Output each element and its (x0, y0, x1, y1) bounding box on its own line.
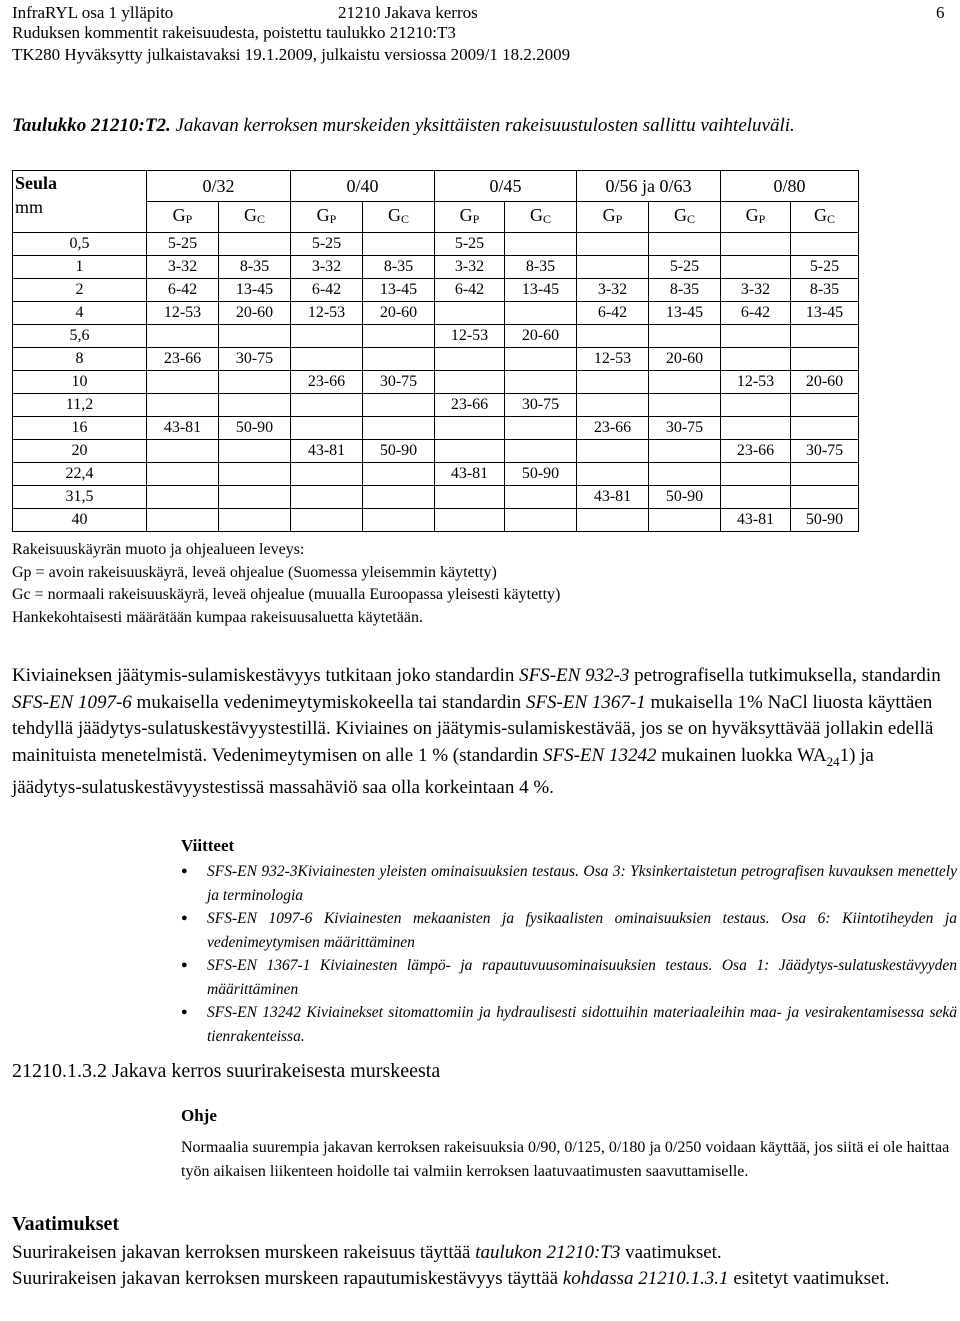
grading-cell: 12-53 (577, 348, 649, 371)
grading-cell: 6-42 (721, 302, 791, 325)
grading-cell (649, 509, 721, 532)
table-row (13, 463, 859, 486)
table-caption-number: Taulukko 21210:T2. (12, 115, 171, 136)
grading-cell (219, 233, 291, 256)
grading-cell (219, 325, 291, 348)
note-line: Gp = avoin rakeisuuskäyrä, leveä ohjealue (Suomessa yleisemmin käytetty) (12, 563, 497, 581)
curve-header-gp: GP (435, 202, 505, 233)
grading-cell: 6-42 (291, 279, 363, 302)
curve-header-gc: GC (649, 202, 721, 233)
grading-cell (791, 348, 859, 371)
grading-cell: 50-90 (505, 463, 577, 486)
grading-cell (721, 394, 791, 417)
reference-item: ● SFS-EN 13242 Kiviainekset sitomattomiin ja hydraulisesti sidottuihin materiaaleihin maa- ja vesirakentamisessa sekä tienrakenteissa. (207, 1001, 957, 1048)
grading-cell: 8-35 (219, 256, 291, 279)
curve-header-gc: GC (363, 202, 435, 233)
grading-cell (291, 348, 363, 371)
curve-header-gc: GC (219, 202, 291, 233)
grading-cell (721, 463, 791, 486)
grading-cell (435, 440, 505, 463)
curve-header-gp: GP (577, 202, 649, 233)
grading-cell (791, 325, 859, 348)
grading-cell (363, 348, 435, 371)
grading-cell (505, 348, 577, 371)
table-notes (12, 539, 560, 630)
grading-cell (505, 233, 577, 256)
grading-cell: 3-32 (147, 256, 219, 279)
sieve-size-cell: 10 (13, 371, 147, 394)
table-row (13, 417, 859, 440)
grading-cell: 23-66 (721, 440, 791, 463)
grading-cell: 43-81 (577, 486, 649, 509)
grading-cell: 43-81 (147, 417, 219, 440)
grading-cell: 23-66 (435, 394, 505, 417)
header-title: InfraRYL osa 1 ylläpito (12, 3, 174, 22)
grading-cell: 12-53 (721, 371, 791, 394)
grading-cell: 43-81 (291, 440, 363, 463)
grading-cell (147, 371, 219, 394)
grading-cell (791, 394, 859, 417)
grading-cell (577, 371, 649, 394)
grading-cell: 13-45 (219, 279, 291, 302)
grading-cell: 12-53 (147, 302, 219, 325)
sieve-unit-label: mm (15, 197, 44, 217)
grading-cell (363, 325, 435, 348)
sieve-header-cell (13, 171, 147, 233)
grading-cell (219, 371, 291, 394)
grading-cell: 12-53 (291, 302, 363, 325)
grading-cell: 8-35 (505, 256, 577, 279)
grading-table (12, 170, 859, 532)
grading-cell (577, 256, 649, 279)
grading-cell: 13-45 (505, 279, 577, 302)
grading-cell (219, 440, 291, 463)
grading-cell (577, 440, 649, 463)
grading-cell (721, 486, 791, 509)
curve-header-gp: GP (721, 202, 791, 233)
table-row (13, 394, 859, 417)
grading-cell (505, 486, 577, 509)
grading-cell (721, 256, 791, 279)
reference-item: ● SFS-EN 1097-6 Kiviainesten mekaanisten ja fysikaalisten ominaisuuksien testaus. Osa 6: Kiintotiheyden ja vedenimeytymisen määrittäminen (207, 907, 957, 954)
grading-cell (791, 233, 859, 256)
grading-cell: 50-90 (791, 509, 859, 532)
grading-cell: 8-35 (363, 256, 435, 279)
table-ref: taulukon 21210:T3 (475, 1242, 621, 1263)
grading-cell: 20-60 (363, 302, 435, 325)
grading-cell: 3-32 (577, 279, 649, 302)
grading-cell (505, 417, 577, 440)
grading-cell: 30-75 (649, 417, 721, 440)
grading-cell (505, 440, 577, 463)
grading-cell (505, 509, 577, 532)
sieve-size-cell: 2 (13, 279, 147, 302)
grading-cell: 23-66 (291, 371, 363, 394)
grading-cell: 5-25 (147, 233, 219, 256)
grading-cell (791, 417, 859, 440)
grading-cell (435, 509, 505, 532)
requirement-line-2: Suurirakeisen jakavan kerroksen murskeen rapautumiskestävyys täyttää kohdassa 21210.1.3.1 esitetyt vaatimukset. (12, 1268, 890, 1289)
group-header: 0/32 (147, 171, 291, 202)
curve-header-gp: GP (147, 202, 219, 233)
grading-cell (147, 440, 219, 463)
grading-cell: 5-25 (291, 233, 363, 256)
grading-cell (791, 463, 859, 486)
grading-cell (291, 486, 363, 509)
grading-cell: 12-53 (435, 325, 505, 348)
references-list (181, 860, 957, 1048)
grading-cell (435, 348, 505, 371)
sieve-size-cell: 0,5 (13, 233, 147, 256)
grading-cell (363, 394, 435, 417)
sieve-size-cell: 4 (13, 302, 147, 325)
grading-cell (649, 463, 721, 486)
grading-cell (791, 486, 859, 509)
grading-cell (147, 394, 219, 417)
group-header: 0/80 (721, 171, 859, 202)
grading-cell: 13-45 (649, 302, 721, 325)
grading-cell: 13-45 (791, 302, 859, 325)
grading-cell (721, 348, 791, 371)
grading-cell: 5-25 (649, 256, 721, 279)
requirement-line-1: Suurirakeisen jakavan kerroksen murskeen rakeisuus täyttää taulukon 21210:T3 vaatimukset. (12, 1242, 722, 1263)
grading-cell (363, 417, 435, 440)
grading-cell (363, 509, 435, 532)
grading-cell (577, 509, 649, 532)
grading-cell (649, 394, 721, 417)
grading-cell: 8-35 (791, 279, 859, 302)
sieve-size-cell: 16 (13, 417, 147, 440)
grading-cell (435, 302, 505, 325)
grading-cell (721, 325, 791, 348)
grading-cell (435, 371, 505, 394)
grading-cell (505, 371, 577, 394)
sieve-header-label: Seula (15, 173, 58, 193)
grading-cell: 5-25 (435, 233, 505, 256)
grading-cell (147, 325, 219, 348)
sieve-size-cell: 40 (13, 509, 147, 532)
grading-cell: 23-66 (577, 417, 649, 440)
grading-cell (291, 394, 363, 417)
section-ref: kohdassa 21210.1.3.1 (562, 1268, 729, 1289)
sieve-size-cell: 8 (13, 348, 147, 371)
grading-cell: 43-81 (721, 509, 791, 532)
grading-cell: 43-81 (435, 463, 505, 486)
grading-cell: 50-90 (649, 486, 721, 509)
grading-cell: 23-66 (147, 348, 219, 371)
grading-cell: 20-60 (791, 371, 859, 394)
table-row (13, 486, 859, 509)
grading-cell (577, 394, 649, 417)
curve-header-gc: GC (505, 202, 577, 233)
sieve-size-cell: 5,6 (13, 325, 147, 348)
sieve-size-cell: 11,2 (13, 394, 147, 417)
grading-cell (291, 417, 363, 440)
grading-cell (649, 325, 721, 348)
table-row (13, 348, 859, 371)
guidance-text: Normaalia suurempia jakavan kerroksen rakeisuuksia 0/90, 0/125, 0/180 ja 0/250 voidaan käyttää, jos siitä ei ole haittaa työn aikaisen liikenteen hoidolle tai valmiin kerroksen laatuvaatimusten saavuttamiselle. (181, 1139, 950, 1180)
grading-cell (291, 509, 363, 532)
standard-ref: SFS-EN 1097-6 (12, 691, 132, 713)
header-comment: Ruduksen kommentit rakeisuudesta, poistettu taulukko 21210:T3 (12, 23, 456, 42)
grading-cell (147, 486, 219, 509)
note-line: Hankekohtaisesti määrätään kumpaa rakeisuusaluetta käytetään. (12, 609, 423, 627)
grading-cell: 13-45 (363, 279, 435, 302)
requirements-text (12, 1240, 948, 1292)
reference-item: ● SFS-EN 1367-1 Kiviainesten lämpö- ja rapautuvuusominaisuuksien testaus. Osa 1: Jäädytys-sulatuskestävyyden määrittäminen (207, 954, 957, 1001)
grading-cell (649, 371, 721, 394)
frost-resistance-paragraph: Kiviaineksen jäätymis-sulamiskestävyys tutkitaan joko standardin SFS-EN 932-3 petrografisella tutkimuksella, standardin SFS-EN 1097-6 mukaisella vedenimeytymiskokeella tai standardin SFS-EN 1367-1 mukaisella 1% NaCl liuosta käyttäen tehdyllä jäädytys-sulatuskestävyystestillä. Kiviaines on jäätymis-sulamiskestävää, jos se on hyväksyttävää jollakin edellä mainituista menetelmistä. Vedenimeytymisen on alle 1 % (standardin SFS-EN 13242 mukainen luokka $WA_{24}1$) ja jäädytys-sulatuskestävyystestissä massahäviö saa olla korkeintaan 4 %. (12, 665, 941, 798)
requirements-heading: Vaatimukset (12, 1213, 120, 1235)
grading-cell (435, 417, 505, 440)
group-header: 0/56 ja 0/63 (577, 171, 721, 202)
grading-cell (291, 463, 363, 486)
header-section: 21210 Jakava kerros (338, 3, 478, 22)
grading-cell (435, 486, 505, 509)
grading-cell (649, 440, 721, 463)
grading-cell: 50-90 (363, 440, 435, 463)
grading-cell (219, 463, 291, 486)
grading-cell (147, 463, 219, 486)
grading-cell (291, 325, 363, 348)
table-row (13, 325, 859, 348)
grading-cell: 30-75 (219, 348, 291, 371)
guidance-heading: Ohje (181, 1106, 217, 1125)
reference-item: ● SFS-EN 932-3Kiviainesten yleisten ominaisuuksien testaus. Osa 3: Yksinkertaistetun petrografisen kuvauksen menettely ja terminologia (207, 860, 957, 907)
grading-cell (577, 233, 649, 256)
section-heading: 21210.1.3.2 Jakava kerros suurirakeisesta murskeesta (12, 1060, 441, 1082)
grading-cell (505, 302, 577, 325)
table-caption-text: Jakavan kerroksen murskeiden yksittäisten rakeisuustulosten sallittu vaihteluväli. (170, 115, 795, 136)
grading-cell (219, 486, 291, 509)
table-row (13, 440, 859, 463)
table-caption (12, 114, 912, 138)
table-row (13, 256, 859, 279)
grading-cell: 6-42 (147, 279, 219, 302)
grading-cell (147, 509, 219, 532)
note-line: Gc = normaali rakeisuuskäyrä, leveä ohjealue (muualla Euroopassa yleisesti käytetty) (12, 586, 561, 604)
grading-cell (721, 417, 791, 440)
grading-cell: 20-60 (505, 325, 577, 348)
standard-ref: SFS-EN 932-3 (519, 665, 630, 686)
grading-cell (363, 486, 435, 509)
page-number: 6 (936, 3, 945, 22)
curve-header-gp: GP (291, 202, 363, 233)
grading-cell: 3-32 (721, 279, 791, 302)
group-header: 0/45 (435, 171, 577, 202)
grading-cell (219, 394, 291, 417)
grading-cell: 30-75 (791, 440, 859, 463)
curve-header-gc: GC (791, 202, 859, 233)
grading-cell: 5-25 (791, 256, 859, 279)
grading-cell: 20-60 (219, 302, 291, 325)
sieve-size-cell: 1 (13, 256, 147, 279)
grading-cell: 30-75 (363, 371, 435, 394)
grading-cell: 50-90 (219, 417, 291, 440)
sieve-size-cell: 22,4 (13, 463, 147, 486)
group-header: 0/40 (291, 171, 435, 202)
sieve-size-cell: 20 (13, 440, 147, 463)
grading-cell: 30-75 (505, 394, 577, 417)
grading-cell: 8-35 (649, 279, 721, 302)
grading-cell: 3-32 (291, 256, 363, 279)
grading-cell (649, 233, 721, 256)
grading-cell (363, 463, 435, 486)
grading-cell (363, 233, 435, 256)
header-approval: TK280 Hyväksytty julkaistavaksi 19.1.2009, julkaistu versiossa 2009/1 18.2.2009 (12, 45, 571, 64)
references-heading: Viitteet (181, 836, 235, 855)
standard-ref: SFS-EN 13242 (543, 744, 657, 766)
note-line: Rakeisuuskäyrän muoto ja ohjealueen leveys: (12, 541, 305, 558)
standard-ref: SFS-EN 1367-1 (525, 691, 646, 713)
table-row (13, 233, 859, 256)
table-row (13, 371, 859, 394)
grading-cell (219, 509, 291, 532)
sieve-size-cell: 31,5 (13, 486, 147, 509)
grading-cell: 20-60 (649, 348, 721, 371)
grading-cell (577, 463, 649, 486)
grading-cell (577, 325, 649, 348)
table-row (13, 302, 859, 325)
grading-cell: 6-42 (577, 302, 649, 325)
table-row (13, 279, 859, 302)
grading-cell (721, 233, 791, 256)
table-row (13, 509, 859, 532)
grading-cell: 3-32 (435, 256, 505, 279)
grading-cell: 6-42 (435, 279, 505, 302)
